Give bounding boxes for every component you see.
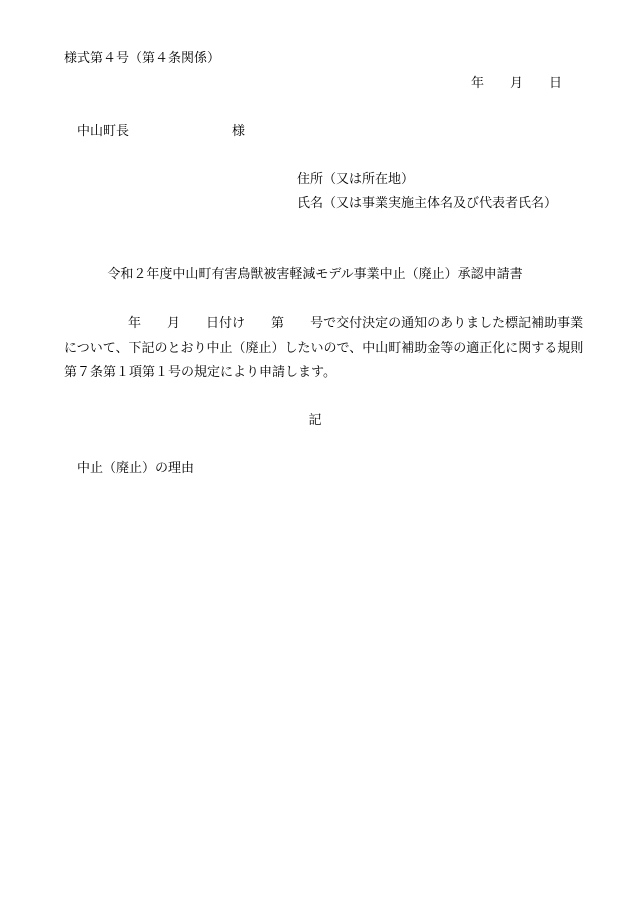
date-day: 日	[548, 76, 562, 91]
date-month: 月	[509, 76, 523, 91]
form-number: 様式第４号（第４条関係）	[64, 51, 221, 66]
addressee	[77, 124, 246, 139]
date-year: 年	[470, 76, 484, 91]
addressee-honorific: 様	[232, 124, 246, 139]
body-line-3: 第７条第１項第１号の規定により申請します。	[64, 365, 336, 380]
body-line-1-rest: 号で交付決定の通知のありました標記補助事業	[310, 316, 584, 331]
applicant-address-label: 住所（又は所在地）	[297, 172, 415, 187]
body-line-2: について、下記のとおり中止（廃止）したいので、中山町補助金等の適正化に関する規則	[64, 341, 584, 356]
body-day-dated: 日付け	[206, 316, 246, 331]
body-line-1	[64, 317, 583, 330]
addressee-name: 中山町長	[77, 124, 130, 139]
body-year: 年	[128, 316, 142, 331]
document-title: 令和２年度中山町有害鳥獣被害軽減モデル事業中止（廃止）承認申請書	[107, 267, 523, 282]
body-month: 月	[167, 316, 181, 331]
ki-heading: 記	[308, 413, 322, 428]
date-line	[471, 77, 562, 90]
body-number-prefix: 第	[271, 316, 285, 331]
reason-label: 中止（廃止）の理由	[77, 461, 195, 476]
applicant-name-label: 氏名（又は事業実施主体名及び代表者氏名）	[297, 196, 558, 211]
